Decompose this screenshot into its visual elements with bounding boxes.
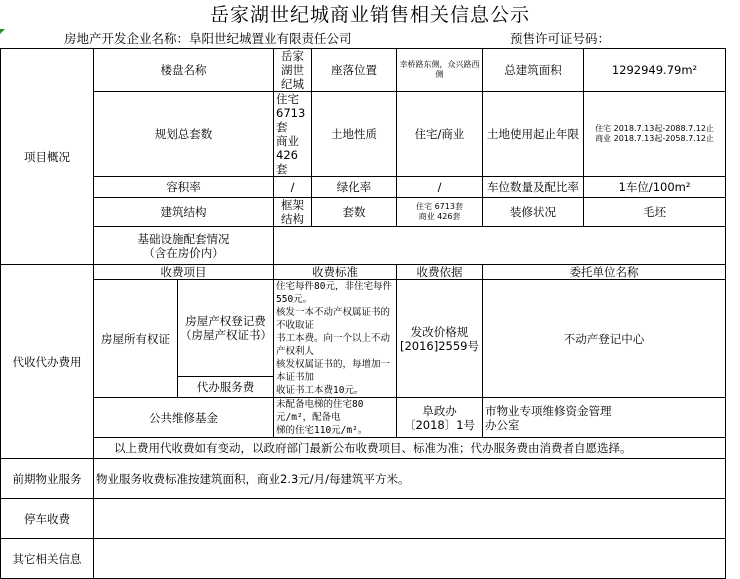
value-decoration: 毛坯	[584, 198, 726, 227]
value-green-ratio: /	[397, 177, 483, 198]
registration-fee: 房屋产权登记费 （房屋产权证书）	[178, 280, 274, 377]
value-plot-ratio: /	[274, 177, 312, 198]
ownership-certificate: 房屋所有权证	[94, 280, 178, 398]
value-infrastructure	[274, 227, 726, 265]
value-parking: 1车位/100m²	[584, 177, 726, 198]
header-fee-basis: 收费依据	[397, 265, 483, 280]
fee-basis: 发改价格规 [2016]2559号	[397, 280, 483, 398]
section-property-service: 前期物业服务	[1, 459, 94, 499]
label-plot-ratio: 容积率	[94, 177, 274, 198]
label-planned-units: 规划总套数	[94, 92, 274, 177]
label-land-nature: 土地性质	[312, 92, 397, 177]
page-title: 岳家湖世纪城商业销售相关信息公示	[209, 4, 530, 26]
label-green-ratio: 绿化率	[312, 177, 397, 198]
parking-value	[94, 499, 726, 539]
header-fee-item: 收费项目	[94, 265, 274, 280]
label-structure: 建筑结构	[94, 198, 274, 227]
info-table	[0, 48, 726, 579]
section-other-info: 其它相关信息	[1, 539, 94, 579]
label-parking: 车位数量及配比率	[483, 177, 584, 198]
label-decoration: 装修状况	[483, 198, 584, 227]
header-fee-standard: 收费标准	[274, 265, 397, 280]
value-land-term: 住宅 2018.7.13起-2088.7.12止 商业 2018.7.13起-2058.7.12止	[584, 92, 726, 177]
agency-fee: 代办服务费	[178, 377, 274, 398]
maintenance-basis: 阜政办〔2018〕1号	[397, 398, 483, 438]
developer-name: 房地产开发企业名称：阜阳世纪城置业有限责任公司	[64, 31, 352, 46]
value-location: 幸桥路东侧，众兴路西侧	[397, 49, 483, 92]
label-location: 座落位置	[312, 49, 397, 92]
fee-org: 不动产登记中心	[483, 280, 726, 398]
corner-marker	[0, 29, 5, 34]
fee-standard-text: 住宅每件80元，非住宅每件550元。 核发一本不动产权属证书的不收取证 书工本费。向一个以上不动产权利人 核发权属证书的，每增加一本证书加 收证书工本费10元。	[274, 280, 397, 398]
label-land-term: 土地使用起止年限	[483, 92, 584, 177]
section-fees: 代收代办费用	[1, 265, 94, 459]
presale-permit-label: 预售许可证号码：	[510, 31, 611, 46]
label-total-area: 总建筑面积	[483, 49, 584, 92]
maintenance-fund: 公共维修基金	[94, 398, 274, 438]
other-info-value	[94, 539, 726, 579]
fee-note: 以上费用代收费如有变动，以政府部门最新公布收费项目、标准为准；代办服务费由消费者自愿选择。	[94, 438, 726, 459]
section-overview: 项目概况	[1, 49, 94, 265]
maintenance-org: 市物业专项维修资金管理 办公室	[483, 398, 726, 438]
value-structure: 框架结构	[274, 198, 312, 227]
label-unit-count: 套数	[312, 198, 397, 227]
label-infrastructure: 基础设施配套情况 （含在房价内）	[94, 227, 274, 265]
value-planned-units: 住宅 6713套 商业 426套	[274, 92, 312, 177]
value-land-nature: 住宅/商业	[397, 92, 483, 177]
maintenance-standard: 未配备电梯的住宅80元/m²，配备电 梯的住宅110元/m²。	[274, 398, 397, 438]
header-fee-org: 委托单位名称	[483, 265, 726, 280]
value-project-name: 岳家湖世纪城	[274, 49, 312, 92]
property-service-text: 物业服务收费标准按建筑面积，商业2.3元/月/每建筑平方米。	[94, 459, 726, 499]
value-total-area: 1292949.79m²	[584, 49, 726, 92]
label-project-name: 楼盘名称	[94, 49, 274, 92]
value-unit-count: 住宅 6713套 商业 426套	[397, 198, 483, 227]
section-parking: 停车收费	[1, 499, 94, 539]
